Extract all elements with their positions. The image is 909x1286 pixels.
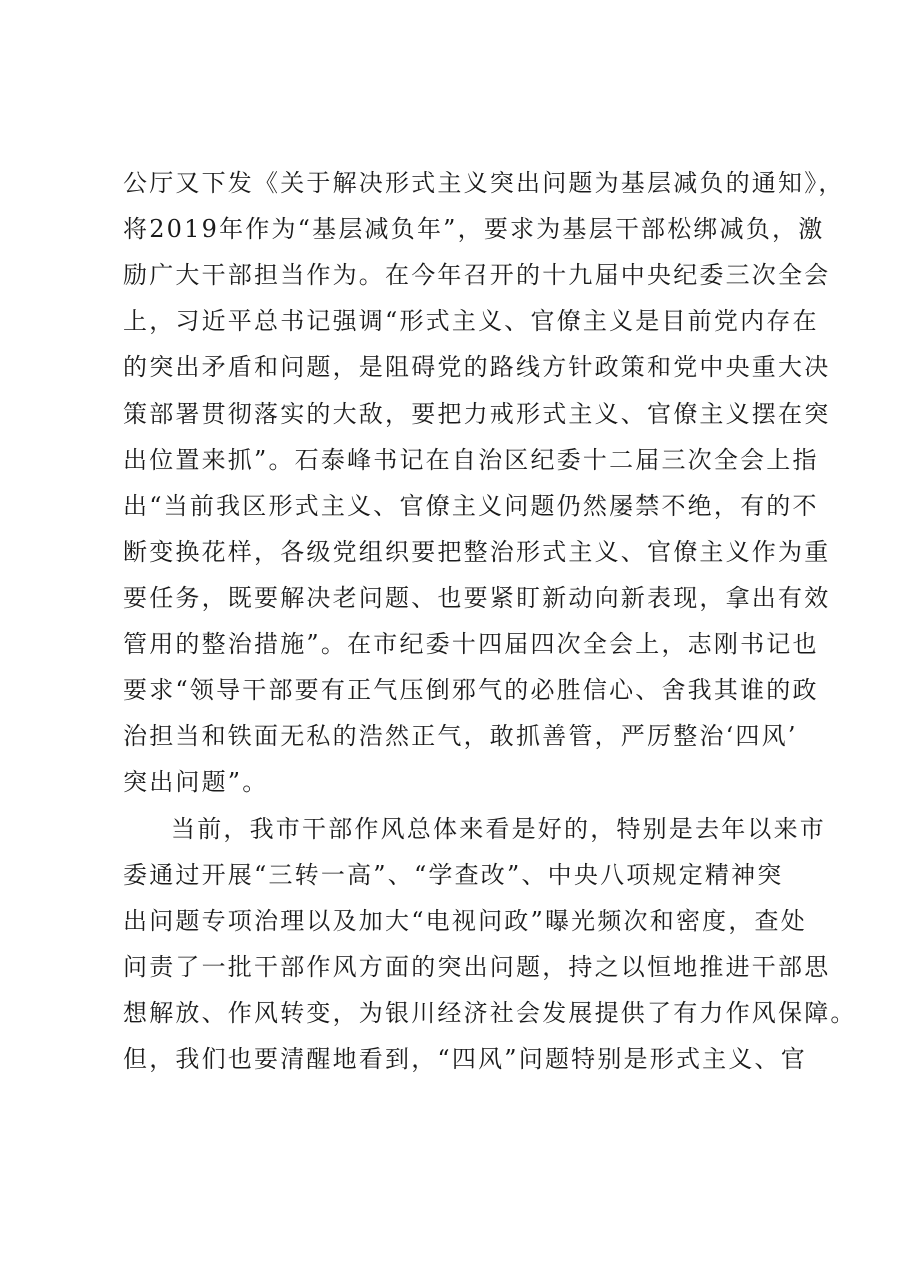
paragraph-1-line-3: 励广大干部担当作为。在今年召开的十九届中央纪委三次全会 bbox=[123, 261, 831, 289]
paragraph-1-line-5: 的突出矛盾和问题，是阻碍党的路线方针政策和党中央重大决 bbox=[123, 353, 831, 381]
paragraph-1-line-14: 突出问题”。 bbox=[123, 768, 269, 796]
paragraph-1-line-11: 管用的整治措施”。在市纪委十四届四次全会上，志刚书记也 bbox=[123, 630, 819, 658]
paragraph-2-line-3: 出问题专项治理以及加大“电视问政”曝光频次和密度，查处 bbox=[123, 907, 807, 935]
paragraph-1-line-8: 出“当前我区形式主义、官僚主义问题仍然屡禁不绝，有的不 bbox=[123, 492, 819, 520]
paragraph-2-line-2: 委通过开展“三转一高”、“学查改”、中央八项规定精神突 bbox=[123, 861, 784, 889]
paragraph-2-line-1: 当前，我市干部作风总体来看是好的，特别是去年以来市 bbox=[171, 815, 826, 843]
paragraph-1-line-9: 断变换花样，各级党组织要把整治形式主义、官僚主义作为重 bbox=[123, 538, 831, 566]
paragraph-1-line-7: 出位置来抓”。石泰峰书记在自治区纪委十二届三次全会上指 bbox=[123, 446, 819, 474]
paragraph-1-line-13: 治担当和铁面无私的浩然正气，敢抓善管，严厉整治‘四风’ bbox=[123, 722, 798, 750]
paragraph-1-line-4: 上，习近平总书记强调“形式主义、官僚主义是目前党内存在 bbox=[123, 307, 819, 335]
paragraph-1-line-2: 将2019年作为“基层减负年”，要求为基层干部松绑减负，激 bbox=[123, 215, 825, 243]
paragraph-2-line-5: 想解放、作风转变，为银川经济社会发展提供了有力作风保障。 bbox=[123, 999, 857, 1027]
paragraph-1-line-10: 要任务，既要解决老问题、也要紧盯新动向新表现，拿出有效 bbox=[123, 584, 831, 612]
paragraph-2-line-4: 问责了一批干部作风方面的突出问题，持之以恒地推进干部思 bbox=[123, 953, 831, 981]
paragraph-1-line-1: 公厅又下发《关于解决形式主义突出问题为基层减负的通知》， bbox=[123, 169, 845, 197]
paragraph-1-line-6: 策部署贯彻落实的大敌，要把力戒形式主义、官僚主义摆在突 bbox=[123, 400, 831, 428]
paragraph-1-line-12: 要求“领导干部要有正气压倒邪气的必胜信心、舍我其谁的政 bbox=[123, 676, 819, 704]
paragraph-2-line-6: 但，我们也要清醒地看到，“四风”问题特别是形式主义、官 bbox=[123, 1045, 807, 1073]
